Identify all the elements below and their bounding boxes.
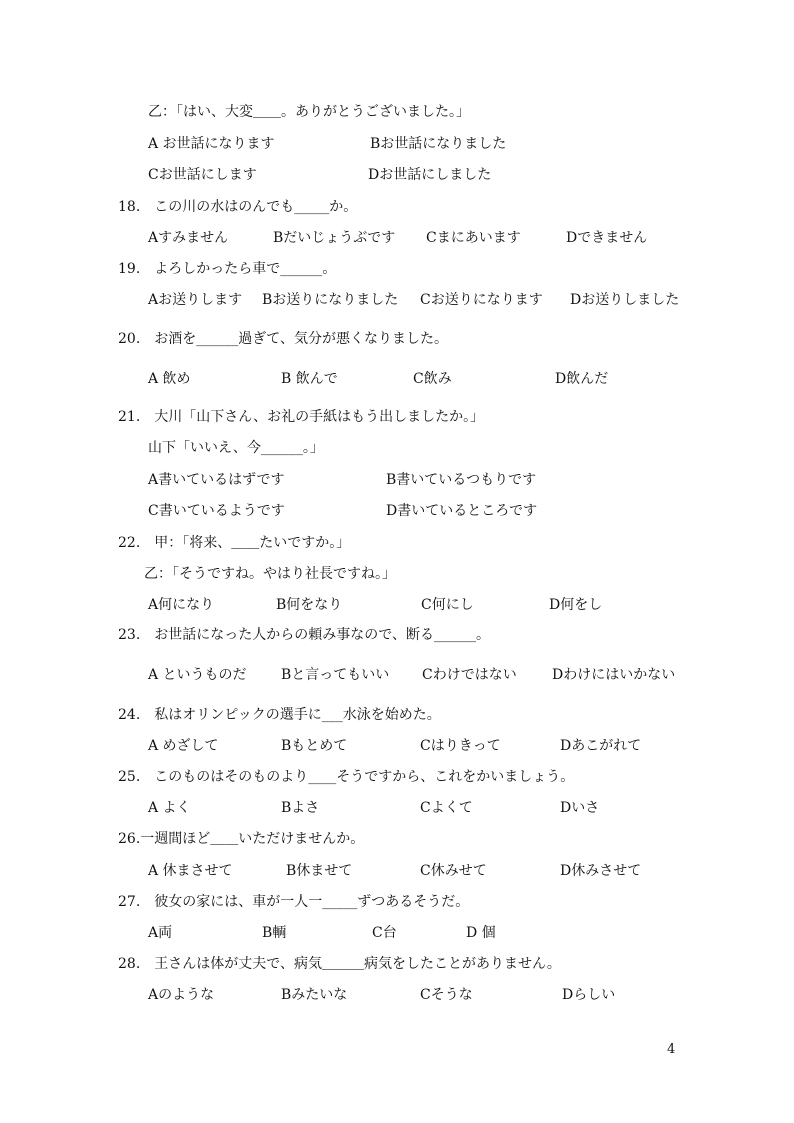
- q20-stem: 20. お酒を______過ぎて、気分が悪くなりました。: [118, 331, 448, 347]
- q22-option-d: D何をし: [549, 597, 603, 613]
- q22-option-a: A何になり: [148, 597, 215, 613]
- q22-option-b: B何をなり: [276, 597, 343, 613]
- q28-option-d: Dらしい: [562, 987, 616, 1003]
- q28-option-b: Bみたいな: [281, 987, 348, 1003]
- q17-option-c: Cお世話にします: [148, 167, 257, 183]
- q21-option-a: A書いているはずです: [148, 472, 285, 488]
- q21-option-c: C書いているようです: [148, 503, 285, 519]
- q19-option-a: Aお送りします: [148, 292, 243, 308]
- q26-option-b: B休ませて: [286, 863, 353, 879]
- q28-option-c: Cそうな: [420, 987, 473, 1003]
- q19-option-b: Bお送りになりました: [262, 292, 399, 308]
- q22-option-c: C何にし: [421, 597, 474, 613]
- q22-stem: 22. 甲：「将来、＿＿たいですか。」: [118, 535, 351, 551]
- q25-option-d: Dいさ: [560, 800, 600, 816]
- q17-option-d: Dお世話にしました: [368, 167, 492, 183]
- q25-stem: 25. このものはそのものより____そうですから、これをかいましょう。: [118, 769, 575, 785]
- q23-option-a: A というものだ: [148, 667, 247, 683]
- q28-stem: 28. 王さんは体が丈夫で、病気＿＿＿病気をしたことがありません。: [118, 956, 561, 972]
- q25-option-b: Bよさ: [281, 800, 320, 816]
- q23-option-c: Cわけではない: [422, 667, 517, 683]
- q17-option-a: A お世話になります: [148, 136, 275, 152]
- q18-option-c: Cまにあいます: [426, 230, 521, 246]
- q27-option-a: A両: [148, 925, 173, 941]
- page-number: 4: [667, 1042, 676, 1057]
- q26-option-d: D休みさせて: [560, 863, 642, 879]
- q24-option-a: A めざして: [148, 738, 219, 754]
- q18-option-b: Bだいじょうぶです: [273, 230, 396, 246]
- q25-option-a: A よく: [148, 800, 191, 816]
- q20-option-c: C飲み: [413, 371, 452, 387]
- q19-stem: 19. よろしかったら車で______。: [118, 261, 337, 277]
- q26-option-a: A 休まさせて: [148, 863, 233, 879]
- q19-option-d: Dお送りしました: [570, 292, 680, 308]
- q21-option-d: D書いているところです: [386, 503, 538, 519]
- q25-option-c: Cよくて: [420, 800, 473, 816]
- q27-option-c: C台: [372, 925, 397, 941]
- q23-stem: 23. お世話になった人からの頼み事なので、断る______。: [118, 627, 490, 643]
- q24-option-c: Cはりきって: [420, 738, 501, 754]
- q21-line2: 山下「いいえ、今______。」: [148, 440, 324, 456]
- q27-stem: 27. 彼女の家には、車が一人一_____ずつあるそうだ。: [118, 894, 470, 910]
- q23-option-d: Dわけにはいかない: [552, 667, 676, 683]
- q27-option-b: B輌: [262, 925, 287, 941]
- q24-option-d: Dあこがれて: [560, 738, 642, 754]
- q17-line: 乙：「はい、大変＿＿。ありがとうございました。」: [148, 104, 470, 120]
- q20-option-a: A 飲め: [148, 371, 191, 387]
- q23-option-b: Bと言ってもいい: [281, 667, 390, 683]
- q24-stem: 24. 私はオリンピックの選手に___水泳を始めた。: [118, 707, 441, 723]
- q28-option-a: Aのような: [148, 987, 215, 1003]
- q18-option-a: Aすみません: [148, 230, 229, 246]
- q21-option-b: B書いているつもりです: [386, 472, 537, 488]
- q26-stem: 26.一週間ほど＿＿いただけませんか。: [118, 831, 365, 847]
- q24-option-b: Bもとめて: [281, 738, 348, 754]
- q22-line2: 乙：「そうですね。やはり社長ですね。」: [144, 566, 396, 582]
- q18-stem: 18. この川の水はのんでも_____か。: [118, 199, 358, 215]
- q20-option-b: B 飲んで: [281, 371, 338, 387]
- q27-option-d: D 個: [466, 925, 496, 941]
- q21-stem: 21. 大川「山下さん、お礼の手紙はもう出しましたか。」: [118, 409, 485, 425]
- q19-option-c: Cお送りになります: [420, 292, 543, 308]
- q17-option-b: Bお世話になりました: [370, 136, 507, 152]
- q20-option-d: D飲んだ: [555, 371, 609, 387]
- q26-option-c: C休みせて: [420, 863, 487, 879]
- q18-option-d: Dできません: [566, 230, 648, 246]
